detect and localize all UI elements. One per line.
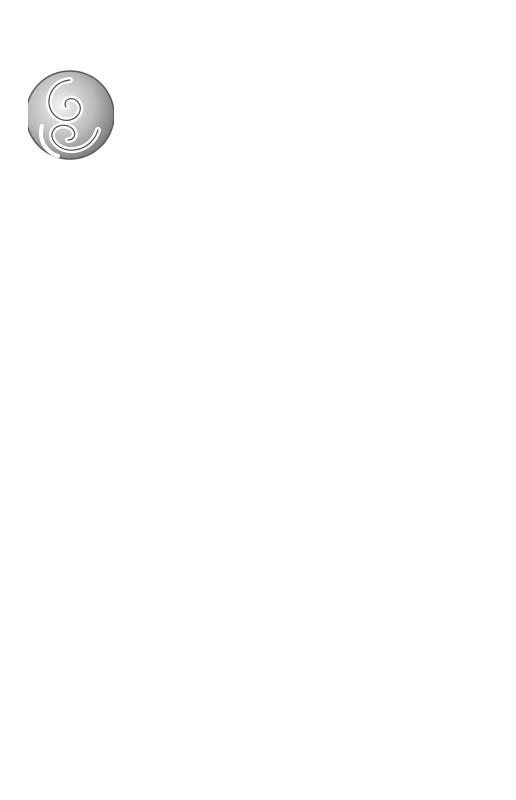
spiral-ornament-icon	[28, 60, 114, 170]
toc-header	[28, 60, 328, 170]
